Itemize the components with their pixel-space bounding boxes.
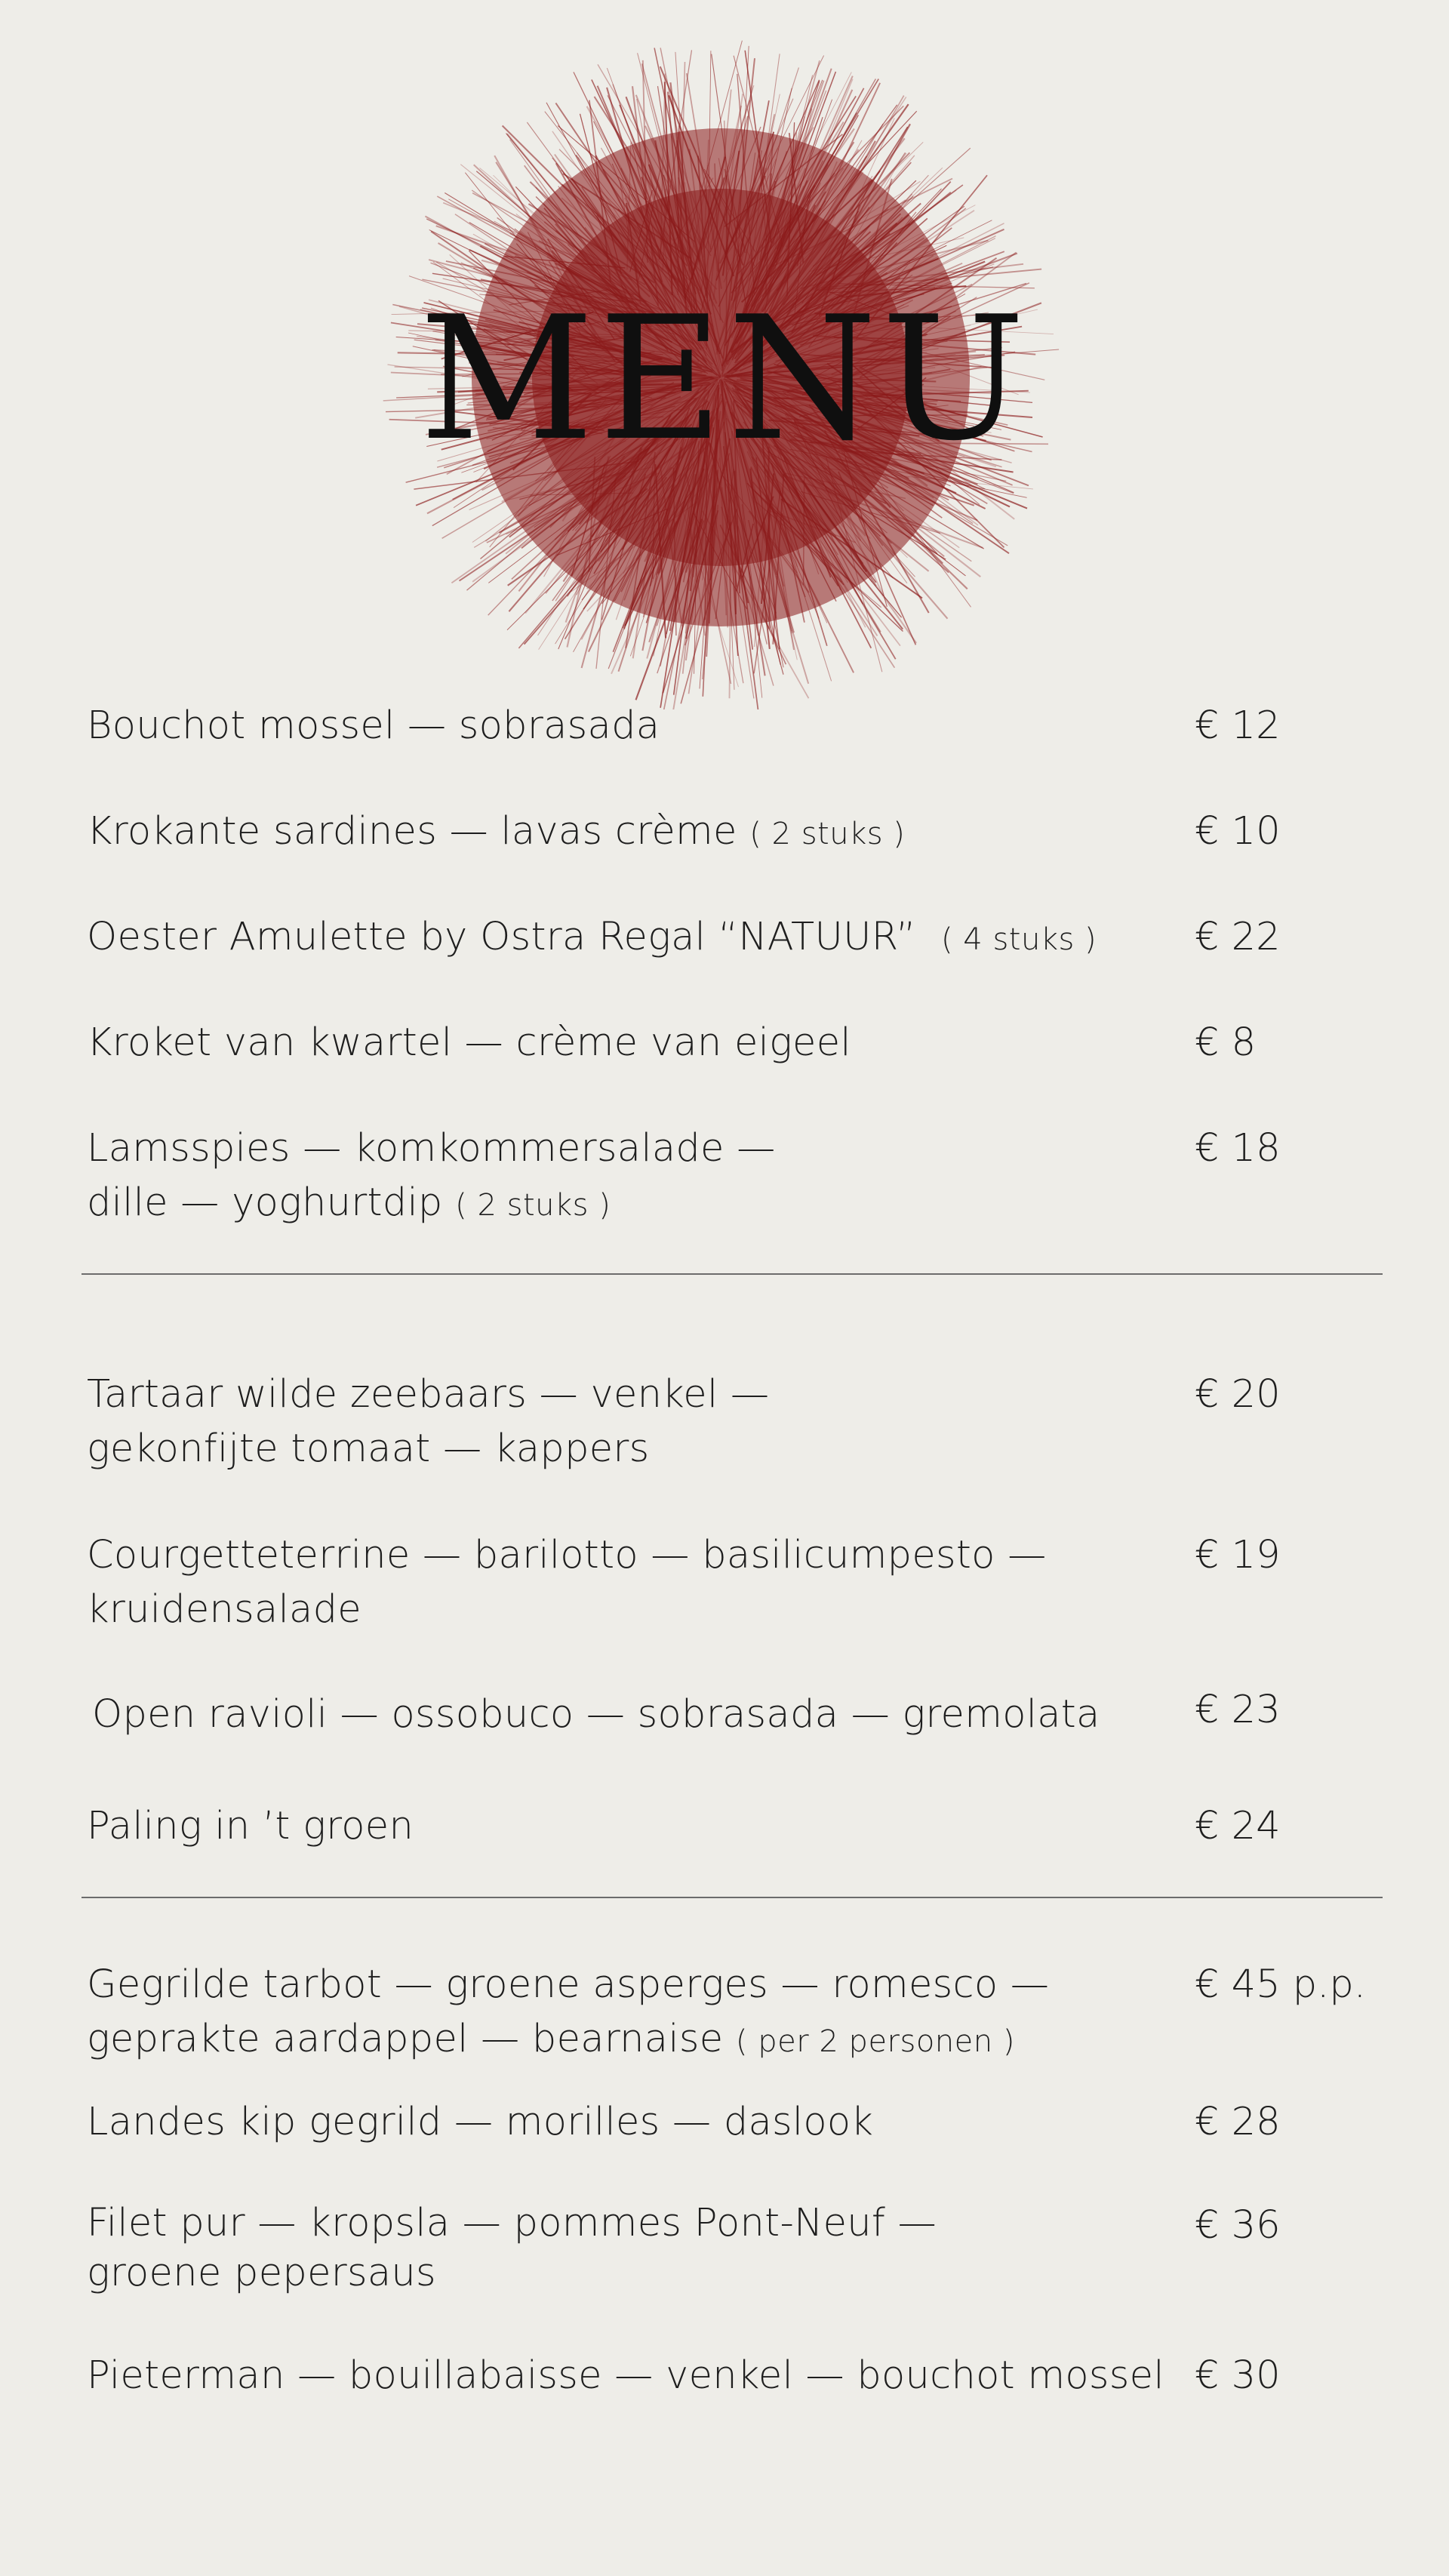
item-name-line: Pieterman — bouillabaisse — venkel — bouchot mossel [87,2353,1164,2398]
item-portion-note: ( per 2 personen ) [735,2024,1015,2059]
item-name [87,1016,1189,1070]
item-price: € 45 p.p. [1195,1962,1366,2007]
item-price: € 10 [1195,809,1281,854]
item-price: € 28 [1195,2100,1281,2144]
item-price: € 30 [1195,2353,1281,2398]
item-name-text: Krokante sardines — lavas crème [87,809,737,854]
section-divider [82,1897,1383,1898]
item-name-line: Gegrilde tarbot — groene asperges — romesco — [87,1962,1050,2007]
item-name [87,1799,1189,1854]
item-name [87,1368,1189,1476]
item-name-line: Courgetteterrine — barilotto — basilicumpesto — [87,1533,1047,1577]
item-price: € 24 [1195,1804,1281,1848]
item-name-text: Oester Amulette by Ostra Regal “NATUUR” [87,915,916,959]
item-name [87,2349,1189,2403]
item-name-line [87,805,1189,861]
item-name-line [87,2012,1189,2069]
item-name [87,2199,1189,2298]
item-name [87,1958,1189,2069]
section-divider [82,1273,1383,1275]
item-portion-note: ( 4 stuks ) [940,922,1097,957]
item-name-line: Open ravioli — ossobuco — sobrasada — gremolata [92,1692,1100,1737]
item-price: € 22 [1195,915,1281,959]
item-price: € 8 [1195,1020,1257,1065]
item-name [87,805,1189,861]
item-name-line [87,910,1189,967]
item-name-line: kruidensalade [87,1587,361,1632]
item-name [87,910,1189,967]
item-price: € 36 [1195,2203,1281,2248]
item-name [87,1528,1189,1637]
item-name-line: Paling in ’t groen [87,1804,414,1848]
item-name-line: Lamsspies — komkommersalade — [87,1126,776,1171]
menu-header [0,0,1449,709]
item-name [87,2095,1189,2150]
item-name-line: gekonfijte tomaat — kappers [87,1426,650,1471]
item-portion-note: ( 2 stuks ) [455,1188,611,1223]
item-name-text: dille — yoghurtdip [87,1180,443,1225]
item-name-line: Landes kip gegrild — morilles — daslook [87,2100,874,2144]
item-name-line: Filet pur — kropsla — pommes Pont-Neuf — [87,2201,937,2245]
item-name-line: groene pepersaus [87,2251,436,2295]
item-name-line: Kroket van kwartel — crème van eigeel [87,1020,851,1065]
item-name-text: geprakte aardappel — bearnaise [87,2017,724,2061]
item-price: € 20 [1195,1372,1281,1417]
item-name [87,1122,1189,1233]
item-name [87,699,1189,753]
item-name-line: Tartaar wilde zeebaars — venkel — [87,1372,770,1417]
menu-title: MENU [419,280,1030,479]
item-name [92,1688,1194,1742]
item-name-line: Bouchot mossel — sobrasada [87,703,660,748]
item-price: € 23 [1195,1688,1281,1732]
item-price: € 18 [1195,1126,1281,1171]
item-portion-note: ( 2 stuks ) [749,817,906,851]
item-price: € 19 [1195,1533,1281,1577]
item-name-line [87,1176,1189,1233]
item-price: € 12 [1195,703,1281,748]
